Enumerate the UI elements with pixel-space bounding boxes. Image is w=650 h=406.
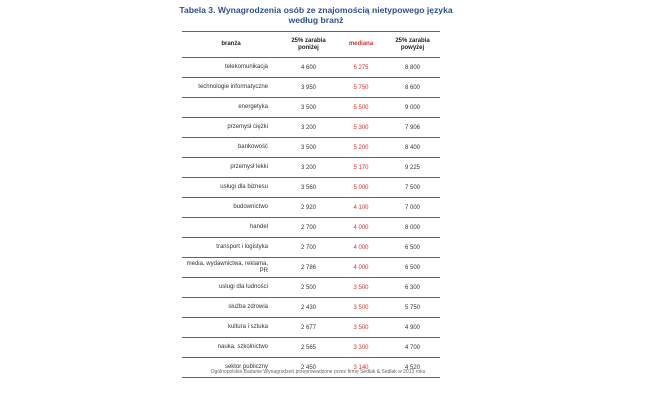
cell-upper: 8 400 <box>404 144 420 151</box>
cell-lower: 2 700 <box>300 224 316 231</box>
table-row <box>182 178 440 198</box>
table-row <box>182 78 440 98</box>
table-row <box>182 98 440 118</box>
cell-lower: 3 200 <box>300 124 316 131</box>
cell-lower: 3 560 <box>300 184 316 191</box>
cell-branch: transport i logistyka <box>216 244 268 251</box>
table-row <box>182 258 440 278</box>
cell-median: 3 500 <box>353 284 369 291</box>
header-lower-line1: 25% zarabia <box>291 37 326 44</box>
table-row <box>182 318 440 338</box>
salary-table <box>182 31 440 378</box>
cell-branch: technologie informatyczne <box>198 84 268 91</box>
table-row <box>182 218 440 238</box>
cell-lower: 4 600 <box>300 64 316 71</box>
table-row <box>182 338 440 358</box>
cell-lower: 2 430 <box>300 304 316 311</box>
header-upper-line2: powyżej <box>400 44 425 51</box>
cell-lower: 2 786 <box>300 264 316 271</box>
cell-upper: 7 500 <box>404 184 420 191</box>
cell-branch: służba zdrowia <box>228 304 268 311</box>
cell-branch: kultura i sztuka <box>227 324 268 331</box>
header-branch: branża <box>182 32 280 58</box>
table-row <box>182 158 440 178</box>
table-row <box>182 138 440 158</box>
cell-branch: handel <box>249 224 268 231</box>
cell-median: 5 170 <box>353 164 369 171</box>
header-median: mediana <box>337 32 385 58</box>
cell-lower: 3 500 <box>300 104 316 111</box>
cell-median: 5 750 <box>353 84 369 91</box>
cell-branch: sektor publiczny <box>224 364 268 371</box>
footnote: Ogólnopolskie Badanie Wynagrodzeń przeprowadzone przez firmę Sedlak & Sedlak w 2013 roku <box>210 369 426 375</box>
cell-branch: usługi dla biznesu <box>220 184 268 191</box>
header-upper <box>385 32 440 58</box>
cell-lower: 2 920 <box>300 204 316 211</box>
cell-median: 5 300 <box>353 124 369 131</box>
cell-upper: 7 906 <box>404 124 420 131</box>
cell-lower: 3 500 <box>300 144 316 151</box>
cell-upper: 6 500 <box>404 244 420 251</box>
cell-median: 4 000 <box>353 244 369 251</box>
cell-upper: 4 900 <box>404 324 420 331</box>
cell-upper: 5 750 <box>404 304 420 311</box>
cell-upper: 9 000 <box>404 104 420 111</box>
header-row <box>182 32 440 58</box>
cell-median: 3 140 <box>353 364 369 371</box>
cell-branch: energetyka <box>238 104 268 111</box>
cell-lower: 2 565 <box>300 344 316 351</box>
header-lower-line2: poniżej <box>298 44 319 51</box>
cell-branch: przemysł ciężki <box>227 124 268 131</box>
cell-upper: 4 520 <box>404 364 420 371</box>
cell-median: 3 300 <box>353 344 369 351</box>
table-row <box>182 278 440 298</box>
cell-upper: 4 700 <box>404 344 420 351</box>
cell-lower: 2 677 <box>300 324 316 331</box>
table-row <box>182 298 440 318</box>
table-title <box>168 5 464 25</box>
cell-lower: 3 200 <box>300 164 316 171</box>
cell-median: 4 000 <box>353 264 369 271</box>
table-row <box>182 238 440 258</box>
cell-median: 4 000 <box>353 224 369 231</box>
cell-branch: media, wydawnictwa, reklama, PR <box>186 261 268 274</box>
table-row <box>182 58 440 78</box>
cell-upper: 8 800 <box>404 64 420 71</box>
table-title-line2: według branż <box>288 15 344 25</box>
table-row <box>182 198 440 218</box>
header-upper-line1: 25% zarabia <box>395 37 430 44</box>
cell-median: 5 000 <box>353 184 369 191</box>
cell-lower: 2 700 <box>300 244 316 251</box>
cell-branch: bankowość <box>237 144 268 151</box>
cell-lower: 2 450 <box>300 364 316 371</box>
cell-median: 5 500 <box>353 104 369 111</box>
table-row <box>182 118 440 138</box>
cell-branch: nauka, szkolnictwo <box>217 344 268 351</box>
cell-upper: 6 500 <box>404 264 420 271</box>
table-title-line1: Tabela 3. Wynagrodzenia osób ze znajomością nietypowego języka <box>179 5 453 15</box>
cell-upper: 8 000 <box>404 224 420 231</box>
cell-upper: 7 000 <box>404 204 420 211</box>
cell-upper: 6 300 <box>404 284 420 291</box>
cell-upper: 9 225 <box>404 164 420 171</box>
cell-lower: 2 500 <box>300 284 316 291</box>
cell-median: 3 500 <box>353 324 369 331</box>
cell-upper: 8 600 <box>404 84 420 91</box>
cell-branch: przemysł lekki <box>230 164 268 171</box>
cell-median: 5 200 <box>353 144 369 151</box>
cell-median: 4 100 <box>353 204 369 211</box>
cell-branch: usługi dla ludności <box>218 284 268 291</box>
cell-branch: telekomunikacja <box>224 64 268 71</box>
cell-median: 6 275 <box>353 64 369 71</box>
cell-median: 3 500 <box>353 304 369 311</box>
cell-lower: 3 950 <box>300 84 316 91</box>
cell-branch: budownictwo <box>233 204 268 211</box>
header-lower <box>280 32 337 58</box>
